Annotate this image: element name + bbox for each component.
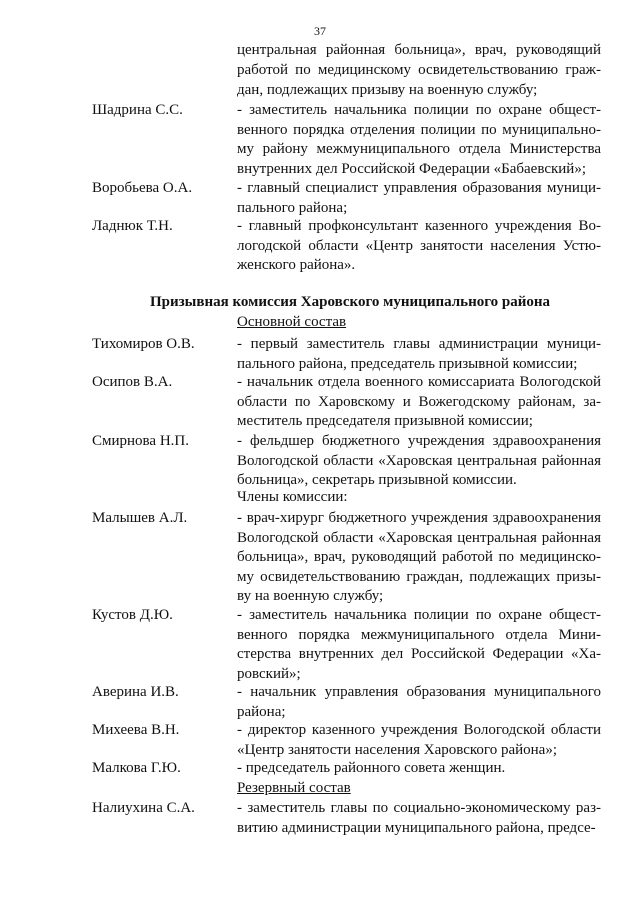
entry-text-line: витию администрации муниципального района, предсе-: [237, 819, 596, 836]
entry-text-line: пального района, председатель призывной комиссии;: [237, 355, 578, 372]
entry-text-line: Вологодской области «Харовская центральная районная: [237, 452, 601, 469]
person-name: Малышев А.Л.: [92, 510, 188, 526]
person-name: Ладнюк Т.Н.: [92, 218, 173, 234]
entry-text-line: меститель председателя призывной комиссии;: [237, 413, 533, 429]
person-name: Аверина И.В.: [92, 684, 179, 700]
main-composition-label: Основной состав: [237, 314, 347, 330]
entry-text-line: пального района;: [237, 199, 348, 216]
entry-text-line: района;: [237, 703, 286, 720]
entry-text-line: «Центр занятости населения Харовского района»;: [237, 741, 558, 758]
entry-text-line: больница», секретарь призывной комиссии.: [237, 472, 517, 488]
members-label: Члены комиссии:: [237, 489, 348, 505]
entry-text-line: - заместитель начальника полиции по охране общест-: [237, 607, 601, 623]
entry-text-line: внутренних дел Российской Федерации «Бабаевский»;: [237, 160, 587, 177]
entry-text-line: работой по медицинскому освидетельствованию граж-: [237, 62, 601, 78]
person-name: Малкова Г.Ю.: [92, 760, 181, 776]
person-name: Воробьева О.А.: [92, 180, 193, 196]
entry-text-line: - начальник управления образования муниципального: [237, 684, 601, 700]
reserve-label: Резервный состав: [237, 780, 351, 796]
entry-text-line: - главный профконсультант казенного учреждения Во-: [237, 218, 601, 234]
entry-text-line: области по Харовскому и Вожегодскому районам, за-: [237, 393, 601, 410]
section-title: Призывная комиссия Харовского муниципального района: [149, 294, 551, 310]
person-name: Шадрина С.С.: [92, 102, 183, 118]
entry-text-line: - заместитель начальника полиции по охране общест-: [237, 102, 601, 118]
entry-text-line: больница», врач, руководящий работой по медицинско-: [237, 549, 601, 565]
entry-text-line: ву на военную службу;: [237, 588, 384, 604]
person-name: Кустов Д.Ю.: [92, 607, 173, 623]
entry-text-line: дан, подлежащих призыву на военную службу;: [237, 82, 538, 98]
entry-text-line: му освидетельствованию граждан, подлежащих призы-: [237, 568, 601, 585]
entry-text-line: - фельдшер бюджетного учреждения здравоохранения: [237, 433, 601, 449]
entry-text-line: - врач-хирург бюджетного учреждения здравоохранения: [237, 510, 601, 526]
entry-text-line: Вологодской области «Харовская центральная районная: [237, 529, 601, 546]
entry-text-line: - председатель районного совета женщин.: [237, 760, 506, 776]
entry-text-line: - заместитель главы по социально-экономическому раз-: [237, 800, 601, 816]
person-name: Тихомиров О.В.: [92, 336, 195, 352]
entry-text-line: венного порядка межмуниципального отдела Мини-: [237, 626, 601, 643]
person-name: Осипов В.А.: [92, 374, 173, 390]
person-name: Смирнова Н.П.: [92, 433, 190, 449]
page-number: 37: [314, 24, 326, 38]
entry-text-line: - директор казенного учреждения Вологодской области: [237, 722, 601, 738]
entry-text-line: - начальник отдела военного комиссариата Вологодской: [237, 374, 601, 390]
person-name: Налиухина С.А.: [92, 800, 195, 816]
person-name: Михеева В.Н.: [92, 722, 180, 738]
entry-text-line: центральная районная больница», врач, руководящий: [237, 42, 601, 58]
entry-text-line: венного порядка отделения полиции по муниципально-: [237, 121, 601, 138]
entry-text-line: логодской области «Центр занятости населения Устю-: [237, 237, 601, 254]
entry-text-line: - главный специалист управления образования муници-: [237, 180, 601, 196]
entry-text-line: ровский»;: [237, 665, 301, 682]
entry-text-line: му району межмуниципального отдела Министерства: [237, 141, 601, 157]
entry-text-line: стерства внутренних дел Российской Федерации «Ха-: [237, 646, 601, 662]
entry-text-line: - первый заместитель главы администрации муници-: [237, 336, 601, 352]
entry-text-line: женского района».: [237, 257, 356, 273]
